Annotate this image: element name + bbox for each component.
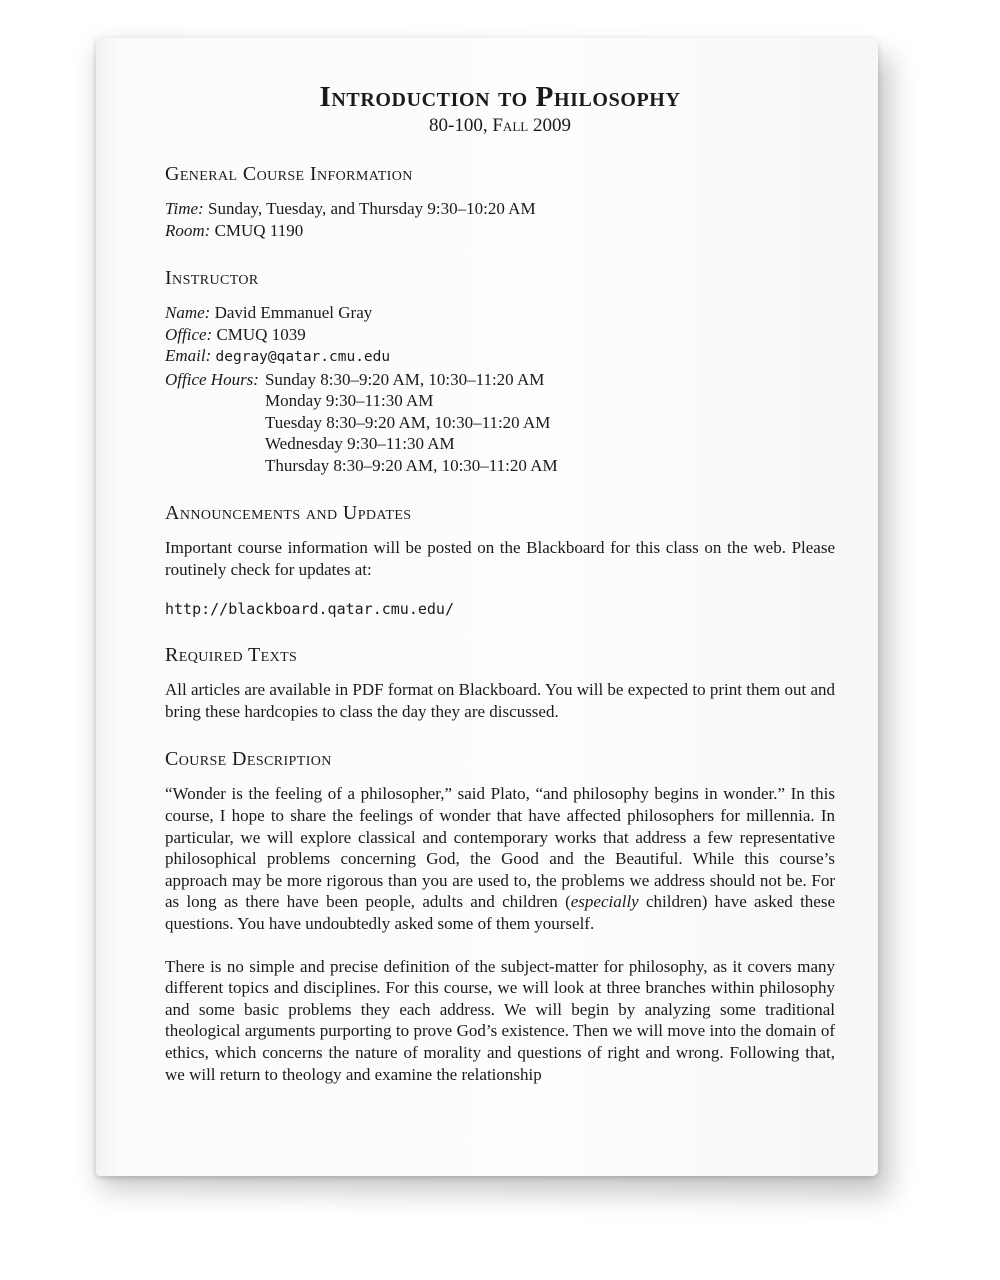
instructor-heading: Instructor: [165, 267, 259, 289]
email-label: Email:: [165, 346, 212, 365]
announcements-text: Important course information will be posted on the Blackboard for this class on the web. Please routinely check for updates at:: [165, 538, 835, 579]
paragraph-1-end: children) have asked these questions. You have undoubtedly asked some of them yourself.: [165, 892, 835, 933]
name-field: [165, 302, 835, 324]
office-hours-field: [165, 369, 835, 477]
course-description-paragraph-2: There is no simple and precise definition of the subject-matter for philosophy, as it covers many different topics and disciplines. For this course, we will look at three branches within philosophy and some basic problems they each address. We will begin by analyzing some traditional theological arguments purporting to prove God’s existence. Then we will move into the domain of ethics, which concerns the nature of morality and questions of right and wrong. Following that, we will return to theology and examine the relationship: [165, 956, 835, 1084]
document-page: [96, 38, 878, 1176]
course-description-heading: Course Description: [165, 748, 332, 771]
office-hours-label: Office Hours:: [165, 369, 259, 389]
room-value: CMUQ 1190: [214, 220, 304, 240]
page-content: [165, 80, 835, 1110]
office-hours-item: Monday 9:30–11:30 AM: [264, 391, 434, 410]
email-value: degray@qatar.cmu.edu: [215, 349, 391, 365]
course-number: 80-100,: [429, 115, 493, 136]
course-description-section: [165, 747, 835, 1085]
announcements-heading: Announcements and Updates: [165, 502, 412, 524]
page-subtitle: [165, 114, 835, 138]
office-hours-item: Thursday 8:30–9:20 AM, 10:30–11:20 AM: [264, 455, 558, 475]
page-title: Introduction to Philosophy: [319, 81, 681, 113]
name-label: Name:: [165, 303, 211, 322]
office-hours-item: Sunday 8:30–9:20 AM, 10:30–11:20 AM: [264, 369, 545, 389]
office-hours-item: Tuesday 8:30–9:20 AM, 10:30–11:20 AM: [264, 412, 551, 432]
course-term: Fall 2009: [492, 115, 571, 136]
required-texts-section: [165, 643, 835, 722]
blackboard-url: http://blackboard.qatar.cmu.edu/: [165, 600, 454, 619]
room-label: Room:: [165, 220, 211, 240]
course-description-paragraph-1: [165, 783, 835, 934]
office-field: [165, 324, 835, 346]
office-label: Office:: [165, 324, 213, 344]
paragraph-1-start: “Wonder is the feeling of a philosopher,” said Plato, “and philosophy begins in wonder.” In this course, I hope to share the feelings of wonder that have affected philosophers for millennia. In particular, we will explore classical and contemporary works that address a few representative philosophical problems concerning God, the Good and the Beautiful. While this course’s approach may be more rigorous than you are used to, the problems we address should not be. For as long as there have been people, adults and children (: [165, 784, 835, 912]
instructor-section: [165, 266, 835, 476]
announcements-section: [165, 501, 835, 618]
time-label: Time:: [165, 199, 204, 218]
name-value: David Emmanuel Gray: [214, 303, 373, 322]
general-info-heading: General Course Information: [165, 163, 413, 185]
paragraph-gap: [165, 935, 835, 956]
time-value: Sunday, Tuesday, and Thursday 9:30–10:20 AM: [207, 199, 536, 218]
paragraph-1-emphasis: especially: [570, 892, 639, 912]
room-field: [165, 220, 835, 242]
time-field: [165, 198, 835, 220]
required-texts-text: All articles are available in PDF format on Blackboard. You will be expected to print them out and bring these hardcopies to class the day they are discussed.: [165, 680, 835, 721]
general-info-section: [165, 162, 835, 241]
required-texts-heading: Required Texts: [165, 644, 298, 667]
office-value: CMUQ 1039: [216, 324, 306, 344]
email-field: [165, 345, 835, 369]
office-hours-list: [265, 369, 558, 477]
office-hours-item: Wednesday 9:30–11:30 AM: [264, 434, 455, 453]
